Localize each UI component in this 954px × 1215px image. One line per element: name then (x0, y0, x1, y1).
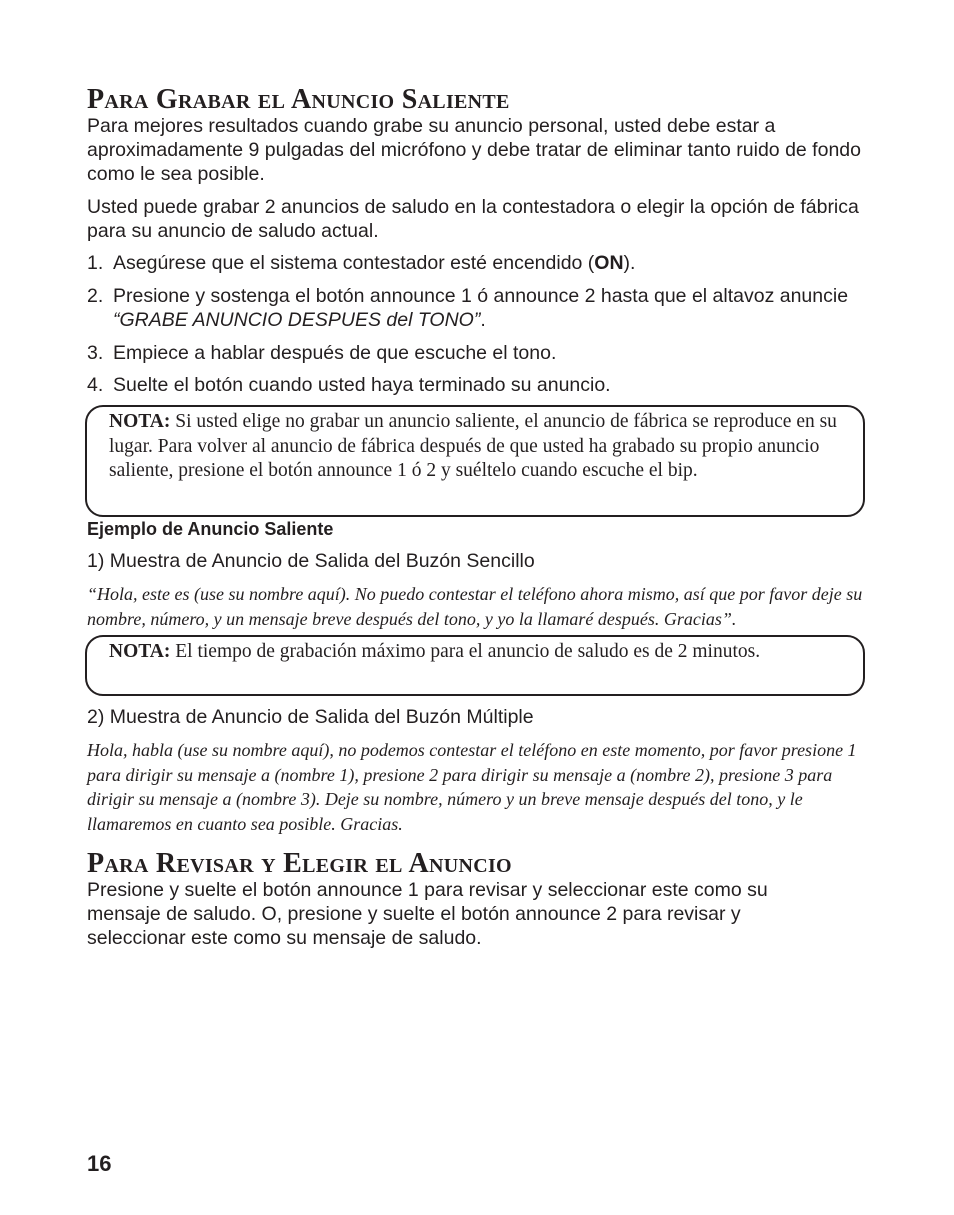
sample-2-label: 2) Muestra de Anuncio de Salida del Buzón Múltiple (87, 706, 534, 728)
review-paragraph: Presione y suelte el botón announce 1 para revisar y seleccionar este como su mensaje de saludo. O, presione y suelte el botón announce 2 para revisar y seleccionar este como su mensaje de saludo. (87, 879, 768, 949)
note-text: El tiempo de grabación máximo para el anuncio de saludo es de 2 minutos. (170, 641, 761, 662)
page-number: 16 (87, 1151, 112, 1176)
step-number: 4. (87, 374, 104, 396)
options-paragraph: Usted puede grabar 2 anuncios de saludo en la contestadora o elegir la opción de fábrica para su anuncio de saludo actual. (87, 196, 859, 242)
step-4 (87, 373, 867, 397)
note-box-max-time (85, 635, 865, 696)
note-label: NOTA: (109, 411, 171, 432)
example-heading: Ejemplo de Anuncio Saliente (87, 519, 334, 539)
section-heading-review: Para Revisar y Elegir el Anuncio (87, 848, 512, 879)
note-box-factory (85, 405, 865, 517)
intro-paragraph: Para mejores resultados cuando grabe su anuncio personal, usted debe estar a aproximadamente 9 pulgadas del micrófono y debe tratar de eliminar tanto ruido de fondo como le sea posible. (87, 115, 861, 185)
note-text: Si usted elige no grabar un anuncio saliente, el anuncio de fábrica se reproduce en su lugar. Para volver al anuncio de fábrica después de que usted ha grabado su propio anuncio saliente, presione el botón announce 1 ó 2 y suéltelo cuando escuche el bip. (109, 411, 837, 481)
step-1 (87, 251, 867, 275)
note-label: NOTA: (109, 641, 171, 662)
step-text: Asegúrese que el sistema contestador esté encendido (ON). (113, 252, 636, 274)
sample-2-text: Hola, habla (use su nombre aquí), no podemos contestar el teléfono en este momento, por favor presione 1 para dirigir su mensaje a (nombre 1), presione 2 para dirigir su mensaje a (nombre 2), presione 3 para dirigir su mensaje a (nombre 3). Deje su nombre, número y un breve mensaje después del tono, y le llamaremos en cuanto sea posible. Gracias. (87, 740, 857, 834)
step-number: 3. (87, 342, 104, 364)
step-number: 1. (87, 252, 104, 274)
sample-1-label: 1) Muestra de Anuncio de Salida del Buzón Sencillo (87, 550, 535, 572)
section-heading-record: Para Grabar el Anuncio Saliente (87, 84, 510, 115)
step-text: Empiece a hablar después de que escuche el tono. (113, 342, 557, 364)
step-2 (87, 284, 867, 332)
sample-1-text: “Hola, este es (use su nombre aquí). No puedo contestar el teléfono ahora mismo, así que por favor deje su nombre, número, y un mensaje breve después del tono, y yo la llamaré después. Gracias”. (87, 584, 863, 629)
step-text: Presione y sostenga el botón announce 1 ó announce 2 hasta que el altavoz anuncie “GRABE ANUNCIO DESPUES del TONO”. (113, 285, 849, 331)
step-number: 2. (87, 285, 104, 307)
step-text: Suelte el botón cuando usted haya terminado su anuncio. (113, 374, 611, 396)
step-3 (87, 341, 867, 365)
